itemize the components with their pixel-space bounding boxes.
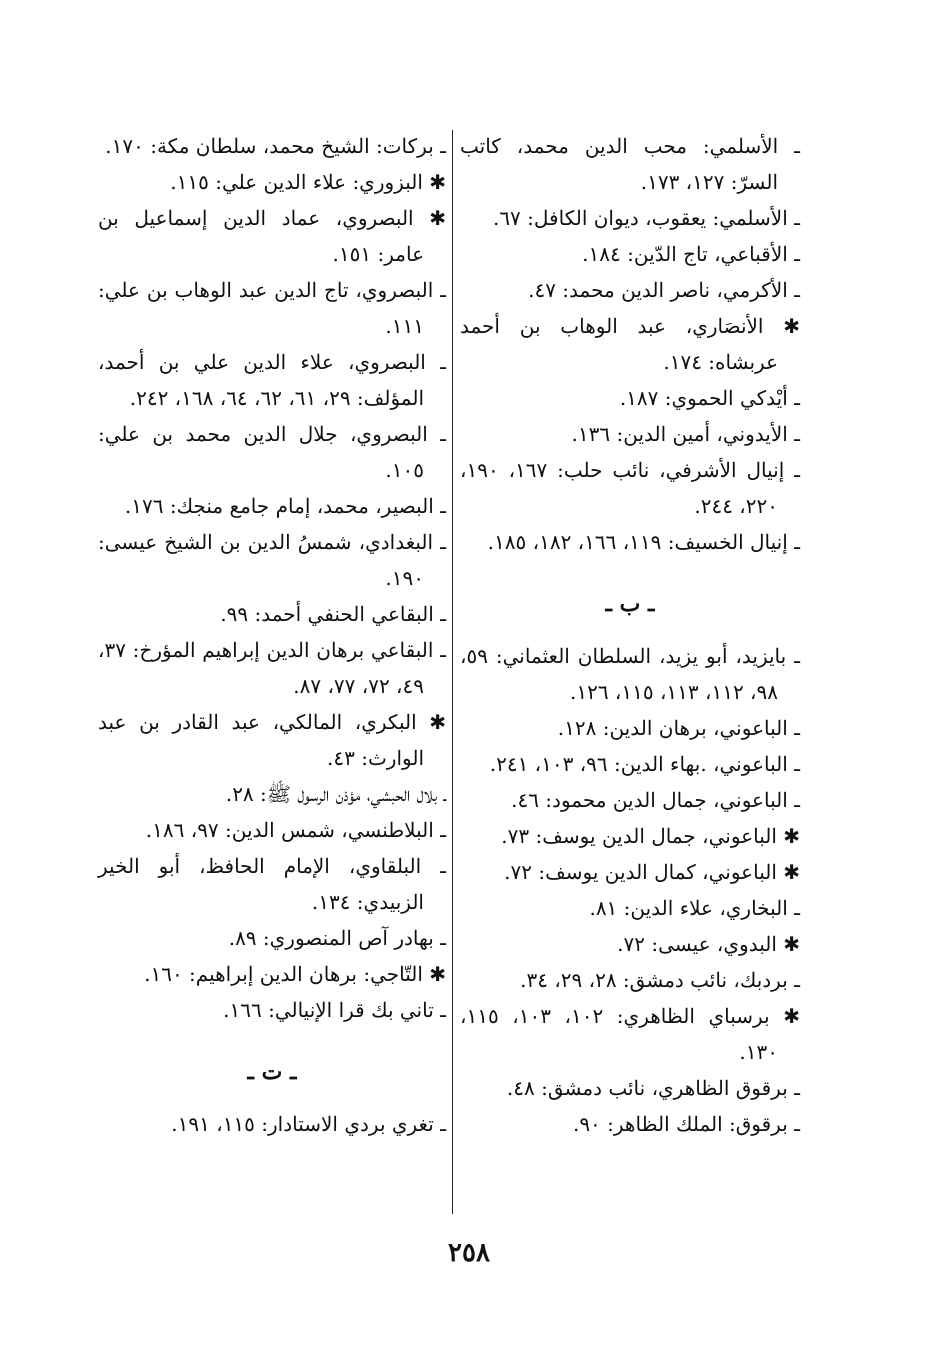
index-entry: ـ البقاعي برهان الدين إبراهيم المؤرخ: ٣٧، ٤٩، ٧٢، ٧٧، ٨٧. [98, 638, 446, 698]
section-heading-ba: ـ ب ـ [605, 591, 655, 617]
index-entry: ـ تاني بك قرا الإنيالي: ١٦٦. [223, 998, 446, 1022]
column-divider [452, 130, 453, 1214]
index-entry: ـ تغري بردي الاستادار: ١١٥، ١٩١. [171, 1112, 446, 1136]
index-entry: ـ البصروي، جلال الدين محمد بن علي: ١٠٥. [98, 422, 446, 482]
index-entry: ـ إنيال الخسيف: ١١٩، ١٦٦، ١٨٢، ١٨٥. [487, 530, 800, 554]
index-entry: ـ الباعوني، جمال الدين محمود: ٤٦. [511, 788, 800, 812]
index-entry: ✱ الباعوني، جمال الدين يوسف: ٧٣. [501, 824, 800, 848]
index-entry: ـ الباعوني، .بهاء الدين: ٩٦، ١٠٣، ٢٤١. [489, 752, 800, 776]
index-entry: ـ برقوق الظاهري، نائب دمشق: ٤٨. [506, 1076, 800, 1100]
index-entry: ✱ البكري، المالكي، عبد القادر بن عبد الوارث: ٤٣. [98, 710, 446, 770]
index-entry: ـ بهادر آص المنصوري: ٨٩. [228, 926, 446, 950]
index-entry: ـ البصير، محمد، إمام جامع منجك: ١٧٦. [124, 494, 446, 518]
section-heading-ta: ـ ت ـ [247, 1059, 297, 1085]
index-entry: ـ البغدادي، شمسُ الدين بن الشيخ عيسى: ١٩٠. [98, 530, 446, 590]
index-entry: ـ الأسلمي: محب الدين محمد، كاتب السرّ: ١٢٧، ١٧٣. [460, 134, 800, 194]
index-entry: ✱ برسباي الظاهري: ١٠٢، ١٠٣، ١١٥، ١٣٠. [460, 1004, 800, 1064]
index-entry: ✱ التّاجي: برهان الدين إبراهيم: ١٦٠. [144, 962, 446, 986]
index-entry: ـ البصروي، تاج الدين عبد الوهاب بن علي: ١١١. [98, 278, 446, 338]
index-entry: ـ بركات: الشيخ محمد، سلطان مكة: ١٧٠. [105, 134, 446, 158]
page-number: ٢٥٨ [448, 1238, 490, 1268]
index-column-left [98, 128, 446, 1142]
index-entry: ✱ البزوري: علاء الدين علي: ١١٥. [170, 170, 446, 194]
index-entry: ✱ الأنصَاري، عبد الوهاب بن أحمد عربشاه: ١٧٤. [460, 314, 800, 374]
index-entry: ـ الأسلمي: يعقوب، ديوان الكافل: ٦٧. [492, 206, 800, 230]
index-entry: ـ البخاري، علاء الدين: ٨١. [589, 896, 800, 920]
index-entry: ـ بردبك، نائب دمشق: ٢٨، ٢٩، ٣٤. [520, 968, 800, 992]
index-entry: ـ البلقاوي، الإمام الحافظ، أبو الخير الزبيدي: ١٣٤. [98, 854, 446, 914]
index-entry: ـ بلال الحبشي، مؤذن الرسول ﷺ: ٢٨. [225, 782, 446, 806]
index-column-right [460, 128, 800, 1142]
index-entry: ـ البقاعي الحنفي أحمد: ٩٩. [220, 602, 446, 626]
index-entry: ـ برقوق: الملك الظاهر: ٩٠. [572, 1112, 800, 1136]
index-entry: ـ الأيدوني، أمين الدين: ١٣٦. [571, 422, 800, 446]
index-entry: ✱ البدوي، عيسى: ٧٢. [617, 932, 800, 956]
index-entry: ـ البصروي، علاء الدين علي بن أحمد، المؤلف: ٢٩، ٦١، ٦٢، ٦٤، ١٦٨، ٢٤٢. [98, 350, 446, 410]
index-entry: ✱ الباعوني، كمال الدين يوسف: ٧٢. [504, 860, 800, 884]
index-entry: ـ إنيال الأشرفي، نائب حلب: ١٦٧، ١٩٠، ٢٢٠، ٢٤٤. [460, 458, 800, 518]
index-entry: ـ أيْدكي الحموي: ١٨٧. [619, 386, 800, 410]
index-entry: ✱ البصروي، عماد الدين إسماعيل بن عامر: ١٥١. [98, 206, 446, 266]
index-entry: ـ الأكرمي، ناصر الدين محمد: ٤٧. [528, 278, 800, 302]
index-entry: ـ البلاطنسي، شمس الدين: ٩٧، ١٨٦. [145, 818, 446, 842]
index-entry: ـ بايزيد، أبو يزيد، السلطان العثماني: ٥٩، ٩٨، ١١٢، ١١٣، ١١٥، ١٢٦. [460, 644, 800, 704]
index-entry: ـ الأقباعي، تاج الدّين: ١٨٤. [582, 242, 800, 266]
index-entry: ـ الباعوني، برهان الدين: ١٢٨. [557, 716, 800, 740]
